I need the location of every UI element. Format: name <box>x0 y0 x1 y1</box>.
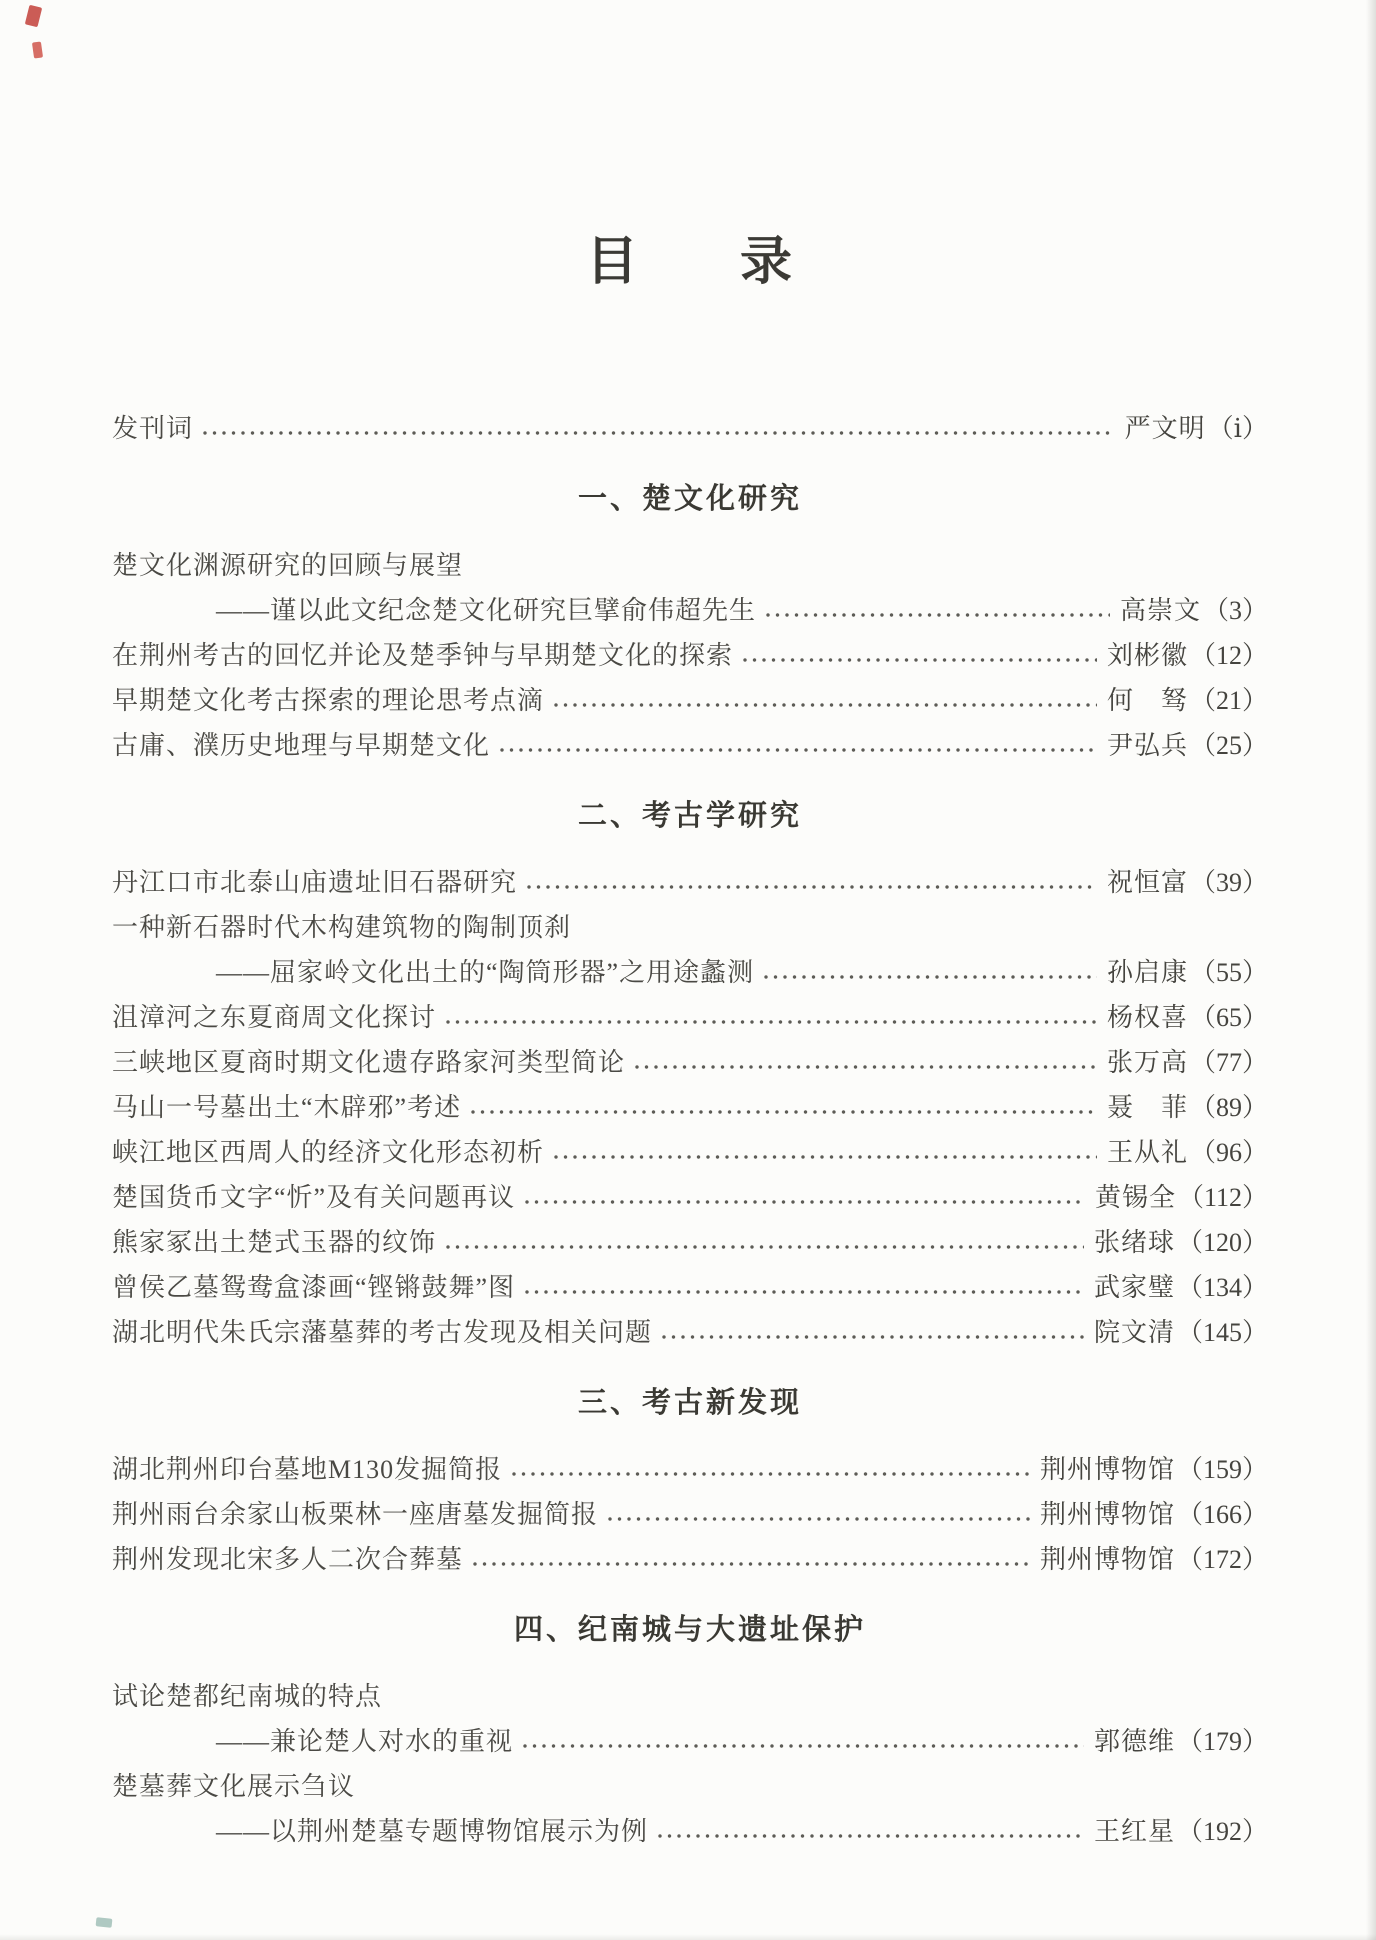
dot-leader <box>471 1560 1030 1568</box>
dot-leader <box>633 1063 1097 1071</box>
toc-entry <box>112 1492 1268 1537</box>
entry-author: 王从礼 <box>1106 1138 1188 1167</box>
entry-title: 峡江地区西周人的经济文化形态初析 <box>112 1138 545 1167</box>
dot-leader <box>510 1470 1030 1478</box>
entry-title: 丹江口市北泰山庙遗址旧石器研究 <box>112 868 518 897</box>
page-title-char: 目 <box>585 234 640 291</box>
entry-title: 三峡地区夏商时期文化遗存路家河类型简论 <box>112 1048 626 1077</box>
toc-entry <box>112 1040 1268 1085</box>
entry-author: 黄锡全 <box>1094 1183 1176 1212</box>
entry-title: 荆州发现北宋多人二次合葬墓 <box>112 1545 464 1574</box>
toc-entry <box>112 406 1268 451</box>
entry-page: （12） <box>1189 641 1268 670</box>
toc-entry-subtitle <box>112 1809 1268 1854</box>
entry-author: 刘彬徽 <box>1106 641 1188 670</box>
dot-leader <box>762 973 1097 981</box>
entry-title: 楚国货币文字“忻”及有关问题再议 <box>112 1183 516 1212</box>
toc-entry <box>112 1085 1268 1130</box>
entry-subtitle: ——屈家岭文化出土的“陶筒形器”之用途蠡测 <box>216 958 755 987</box>
entry-title: 楚墓葬文化展示刍议 <box>112 1772 356 1801</box>
entry-title: 古庸、濮历史地理与早期楚文化 <box>112 731 491 760</box>
entry-title: 沮漳河之东夏商周文化探讨 <box>112 1003 437 1032</box>
entry-page: （55） <box>1189 958 1268 987</box>
entry-author: 王红星 <box>1093 1817 1175 1846</box>
entry-title: 湖北荆州印台墓地M130发掘简报 <box>112 1455 503 1484</box>
entry-title: 湖北明代朱氏宗藩墓葬的考古发现及相关问题 <box>112 1318 653 1347</box>
dot-leader <box>469 1108 1097 1116</box>
entry-subtitle: ——兼论楚人对水的重视 <box>216 1727 514 1756</box>
entry-author: 何 驽 <box>1106 686 1188 715</box>
toc-entry <box>112 1310 1268 1355</box>
entry-author: 高崇文 <box>1119 596 1201 625</box>
entry-author: 荆州博物馆 <box>1039 1500 1175 1529</box>
entry-page: （192） <box>1176 1817 1268 1846</box>
dot-leader <box>606 1515 1030 1523</box>
dot-leader <box>521 1742 1084 1750</box>
toc-entry-subtitle <box>112 1719 1268 1764</box>
entry-author: 严文明 <box>1124 414 1206 443</box>
toc-entry-subtitle <box>112 950 1268 995</box>
entry-author: 张万高 <box>1106 1048 1188 1077</box>
entry-author: 荆州博物馆 <box>1039 1455 1175 1484</box>
dot-leader <box>741 656 1097 664</box>
entry-title: 荆州雨台余家山板栗林一座唐墓发掘简报 <box>112 1500 599 1529</box>
toc-entry <box>112 1447 1268 1492</box>
entry-page: （3） <box>1202 596 1268 625</box>
entry-title: 马山一号墓出土“木辟邪”考述 <box>112 1093 462 1122</box>
entry-title: 曾侯乙墓鸳鸯盒漆画“铿锵鼓舞”图 <box>112 1273 516 1302</box>
entry-title: 试论楚都纪南城的特点 <box>112 1682 383 1711</box>
dot-leader <box>656 1832 1084 1840</box>
entry-title: 早期楚文化考古探索的理论思考点滴 <box>112 686 545 715</box>
scan-artifact <box>96 1917 113 1928</box>
entry-page: （77） <box>1189 1048 1268 1077</box>
entry-page: （145） <box>1176 1318 1268 1347</box>
toc-entry <box>112 633 1268 678</box>
dot-leader <box>660 1333 1084 1341</box>
entry-subtitle: ——谨以此文纪念楚文化研究巨擘俞伟超先生 <box>216 596 757 625</box>
entry-page: （65） <box>1189 1003 1268 1032</box>
toc-entry <box>112 860 1268 905</box>
dot-leader <box>444 1018 1097 1026</box>
entry-page: （172） <box>1176 1545 1268 1574</box>
entry-author: 张绪球 <box>1093 1228 1175 1257</box>
entry-title: 熊家冢出土楚式玉器的纹饰 <box>112 1228 437 1257</box>
dot-leader <box>525 883 1097 891</box>
dot-leader <box>764 611 1110 619</box>
entry-page: （134） <box>1176 1273 1268 1302</box>
entry-title: 一种新石器时代木构建筑物的陶制顶刹 <box>112 913 572 942</box>
toc-entry <box>112 905 1268 950</box>
entry-page: （25） <box>1189 731 1268 760</box>
toc-entry <box>112 1674 1268 1719</box>
entry-page: （112） <box>1177 1183 1268 1212</box>
entry-title: 楚文化渊源研究的回顾与展望 <box>112 551 464 580</box>
entry-subtitle: ——以荆州楚墓专题博物馆展示为例 <box>216 1817 649 1846</box>
entry-page: （21） <box>1189 686 1268 715</box>
entry-author: 杨权喜 <box>1106 1003 1188 1032</box>
section-heading: 四、纪南城与大遗址保护 <box>513 1614 866 1646</box>
page-edge-shadow <box>0 1934 1376 1940</box>
entry-page: （179） <box>1176 1727 1268 1756</box>
dot-leader <box>201 429 1115 437</box>
entry-page: （159） <box>1176 1455 1268 1484</box>
entry-title: 发刊词 <box>112 414 194 443</box>
section-heading: 二、考古学研究 <box>577 800 802 832</box>
page-title <box>112 232 1268 294</box>
entry-author: 尹弘兵 <box>1106 731 1188 760</box>
entry-page: （96） <box>1189 1138 1268 1167</box>
toc-entry <box>112 1265 1268 1310</box>
section-heading: 三、考古新发现 <box>577 1387 802 1419</box>
dot-leader <box>523 1198 1085 1206</box>
entry-title: 在荆州考古的回忆并论及楚季钟与早期楚文化的探索 <box>112 641 734 670</box>
entry-author: 院文清 <box>1093 1318 1175 1347</box>
entry-page: （120） <box>1176 1228 1268 1257</box>
dot-leader <box>523 1288 1084 1296</box>
entry-page: （89） <box>1189 1093 1268 1122</box>
entry-author: 荆州博物馆 <box>1039 1545 1175 1574</box>
entry-author: 孙启康 <box>1106 958 1188 987</box>
toc-list <box>112 406 1268 1854</box>
toc-entry <box>112 995 1268 1040</box>
entry-author: 祝恒富 <box>1106 868 1188 897</box>
entry-author: 郭德维 <box>1093 1727 1175 1756</box>
dot-leader <box>444 1243 1084 1251</box>
entry-page: （ⅰ） <box>1207 414 1268 443</box>
entry-page: （39） <box>1189 868 1268 897</box>
toc-entry <box>112 543 1268 588</box>
entry-author: 武家璧 <box>1093 1273 1175 1302</box>
section-heading: 一、楚文化研究 <box>577 483 802 515</box>
toc-entry <box>112 1175 1268 1220</box>
dot-leader <box>552 1153 1097 1161</box>
page-title-char: 录 <box>740 234 795 291</box>
toc-entry <box>112 1764 1268 1809</box>
toc-entry <box>112 1130 1268 1175</box>
toc-entry <box>112 723 1268 768</box>
toc-entry <box>112 1220 1268 1265</box>
dot-leader <box>498 746 1097 754</box>
entry-page: （166） <box>1176 1500 1268 1529</box>
toc-entry <box>112 1537 1268 1582</box>
toc-entry-subtitle <box>112 588 1268 633</box>
entry-author: 聂 菲 <box>1106 1093 1188 1122</box>
dot-leader <box>552 701 1097 709</box>
toc-entry <box>112 678 1268 723</box>
